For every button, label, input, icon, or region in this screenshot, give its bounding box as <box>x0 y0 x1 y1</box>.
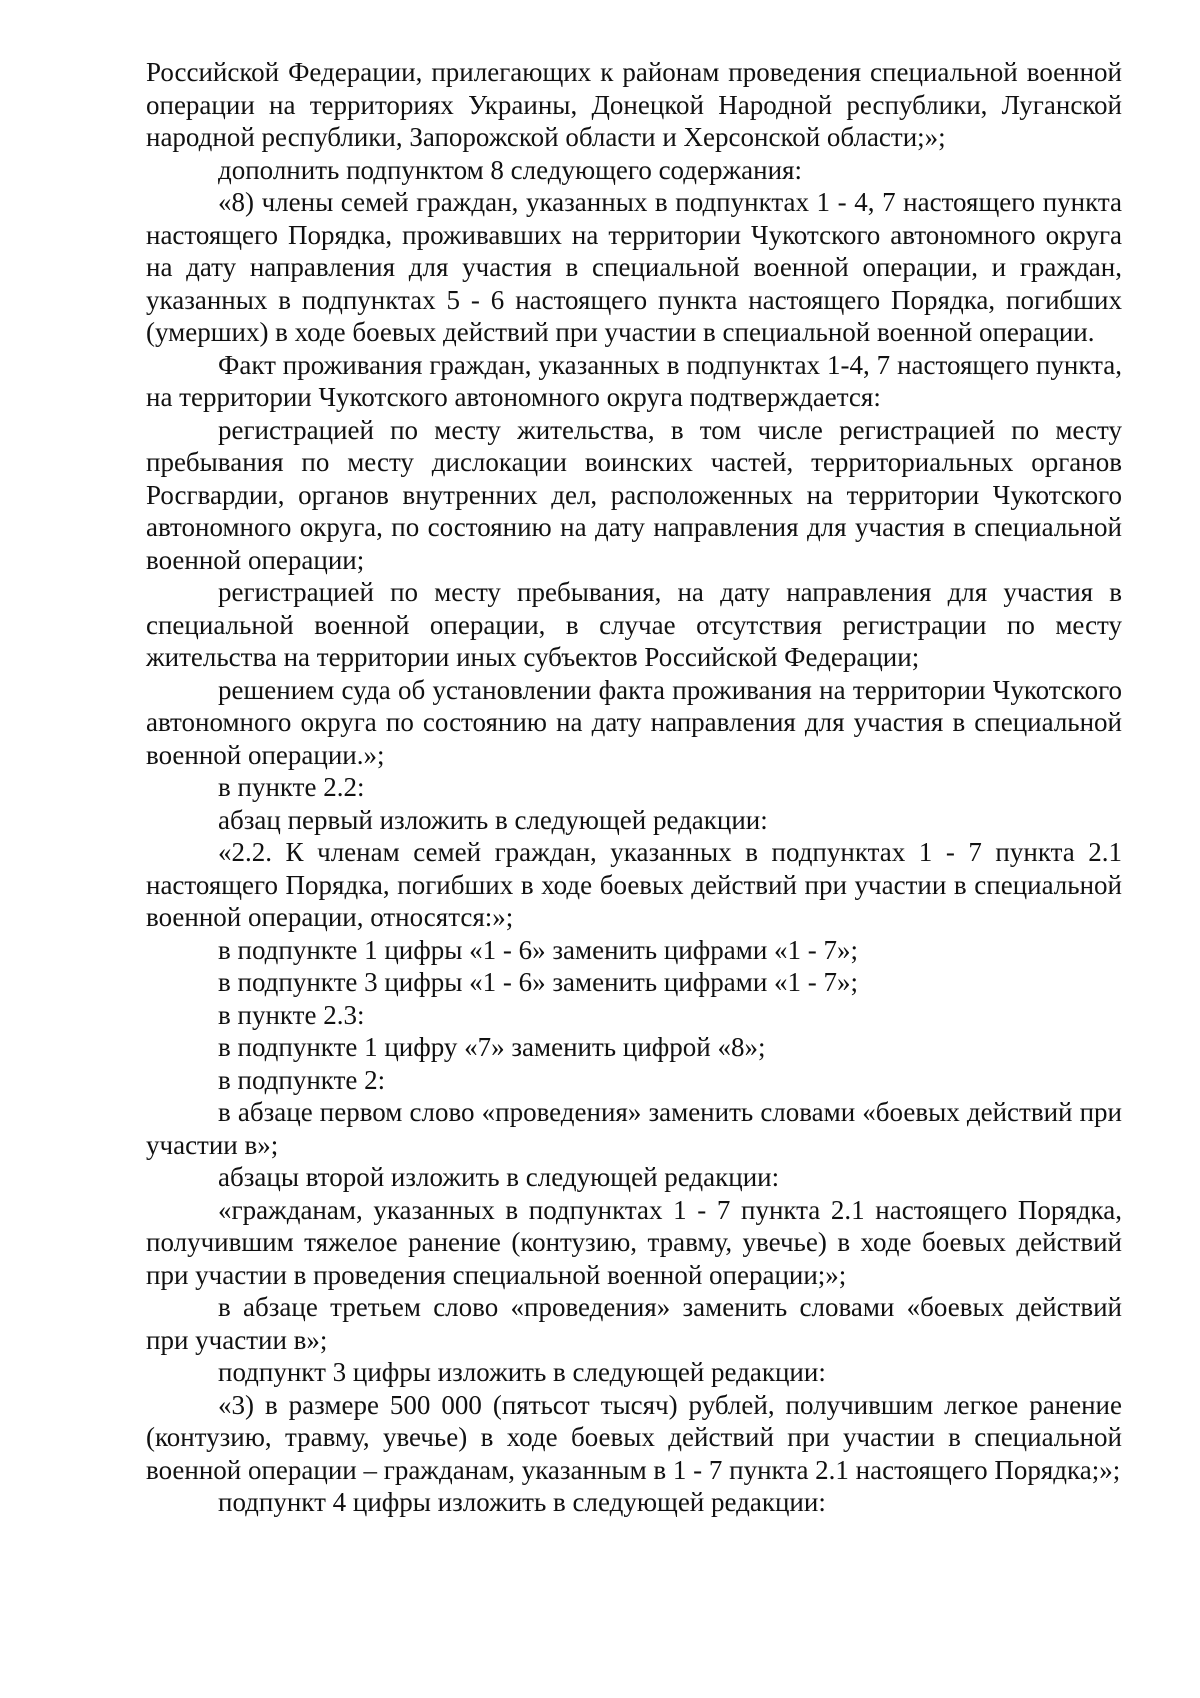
paragraph: абзацы второй изложить в следующей редакции: <box>218 1162 780 1192</box>
paragraph: в подпункте 2: <box>218 1064 386 1095</box>
paragraph: регистрацией по месту жительства, в том числе регистрацией по месту пребывания по месту дислокации воинских частей, территориальных органов Росгвардии, органов внутренних дел, расположенных на территории Чукотского автономного округа, по состоянию на дату направления для участия в специальной военной операции; <box>146 414 1122 575</box>
paragraph: «3) в размере 500 000 (пятьсот тысяч) рублей, получившим легкое ранение (контузию, травму, увечье) в ходе боевых действий при участии в специальной военной операции – гражданам, указанным в 1 - 7 пункта 2.1 настоящего Порядка;»; <box>146 1389 1122 1485</box>
paragraph: в пункте 2.3: <box>218 999 365 1030</box>
paragraph: в подпункте 1 цифры «1 - 6» заменить цифрами «1 - 7»; <box>218 934 859 965</box>
paragraph: подпункт 3 цифры изложить в следующей редакции: <box>218 1357 826 1387</box>
paragraph: «8) члены семей граждан, указанных в подпунктах 1 - 4, 7 настоящего пункта настоящего Порядка, проживавших на территории Чукотского автономного округа на дату направления для участия в специальной военной операции, и граждан, указанных в подпунктах 5 - 6 настоящего пункта настоящего Порядка, погибших (умерших) в ходе боевых действий при участии в специальной военной операции. <box>146 187 1122 347</box>
paragraph: в абзаце первом слово «проведения» заменить словами «боевых действий при участии в»; <box>146 1097 1122 1160</box>
paragraph: в пункте 2.2: <box>218 772 365 802</box>
paragraph: регистрацией по месту пребывания, на дату направления для участия в специальной военной операции, в случае отсутствия регистрации по месту жительства на территории иных субъектов Российской Федерации; <box>146 577 1122 672</box>
paragraph: подпункт 4 цифры изложить в следующей редакции: <box>218 1487 826 1517</box>
paragraph: Российской Федерации, прилегающих к районам проведения специальной военной операции на территориях Украины, Донецкой Народной республики, Луганской народной республики, Запорожской области и Херсонской области;»; <box>146 57 1122 152</box>
paragraph: дополнить подпунктом 8 следующего содержания: <box>218 154 802 185</box>
paragraph: «2.2. К членам семей граждан, указанных в подпунктах 1 - 7 пункта 2.1 настоящего Порядка, погибших в ходе боевых действий при участии в специальной военной операции, относятся:»; <box>146 837 1122 932</box>
paragraph: Факт проживания граждан, указанных в подпунктах 1-4, 7 настоящего пункта, на территории Чукотского автономного округа подтверждается: <box>146 349 1122 412</box>
paragraph: «гражданам, указанных в подпунктах 1 - 7 пункта 2.1 настоящего Порядка, получившим тяжелое ранение (контузию, травму, увечье) в ходе боевых действий при участии в проведения специальной военной операции;»; <box>146 1194 1122 1290</box>
document-page <box>146 56 1122 1519</box>
paragraph: решением суда об установлении факта проживания на территории Чукотского автономного округа по состоянию на дату направления для участия в специальной военной операции.»; <box>146 674 1122 770</box>
paragraph: в подпункте 1 цифру «7» заменить цифрой «8»; <box>218 1032 766 1062</box>
paragraph: абзац первый изложить в следующей редакции: <box>218 804 768 835</box>
paragraph: в абзаце третьем слово «проведения» заменить словами «боевых действий при участии в»; <box>146 1292 1122 1355</box>
paragraph: в подпункте 3 цифры «1 - 6» заменить цифрами «1 - 7»; <box>218 967 859 997</box>
